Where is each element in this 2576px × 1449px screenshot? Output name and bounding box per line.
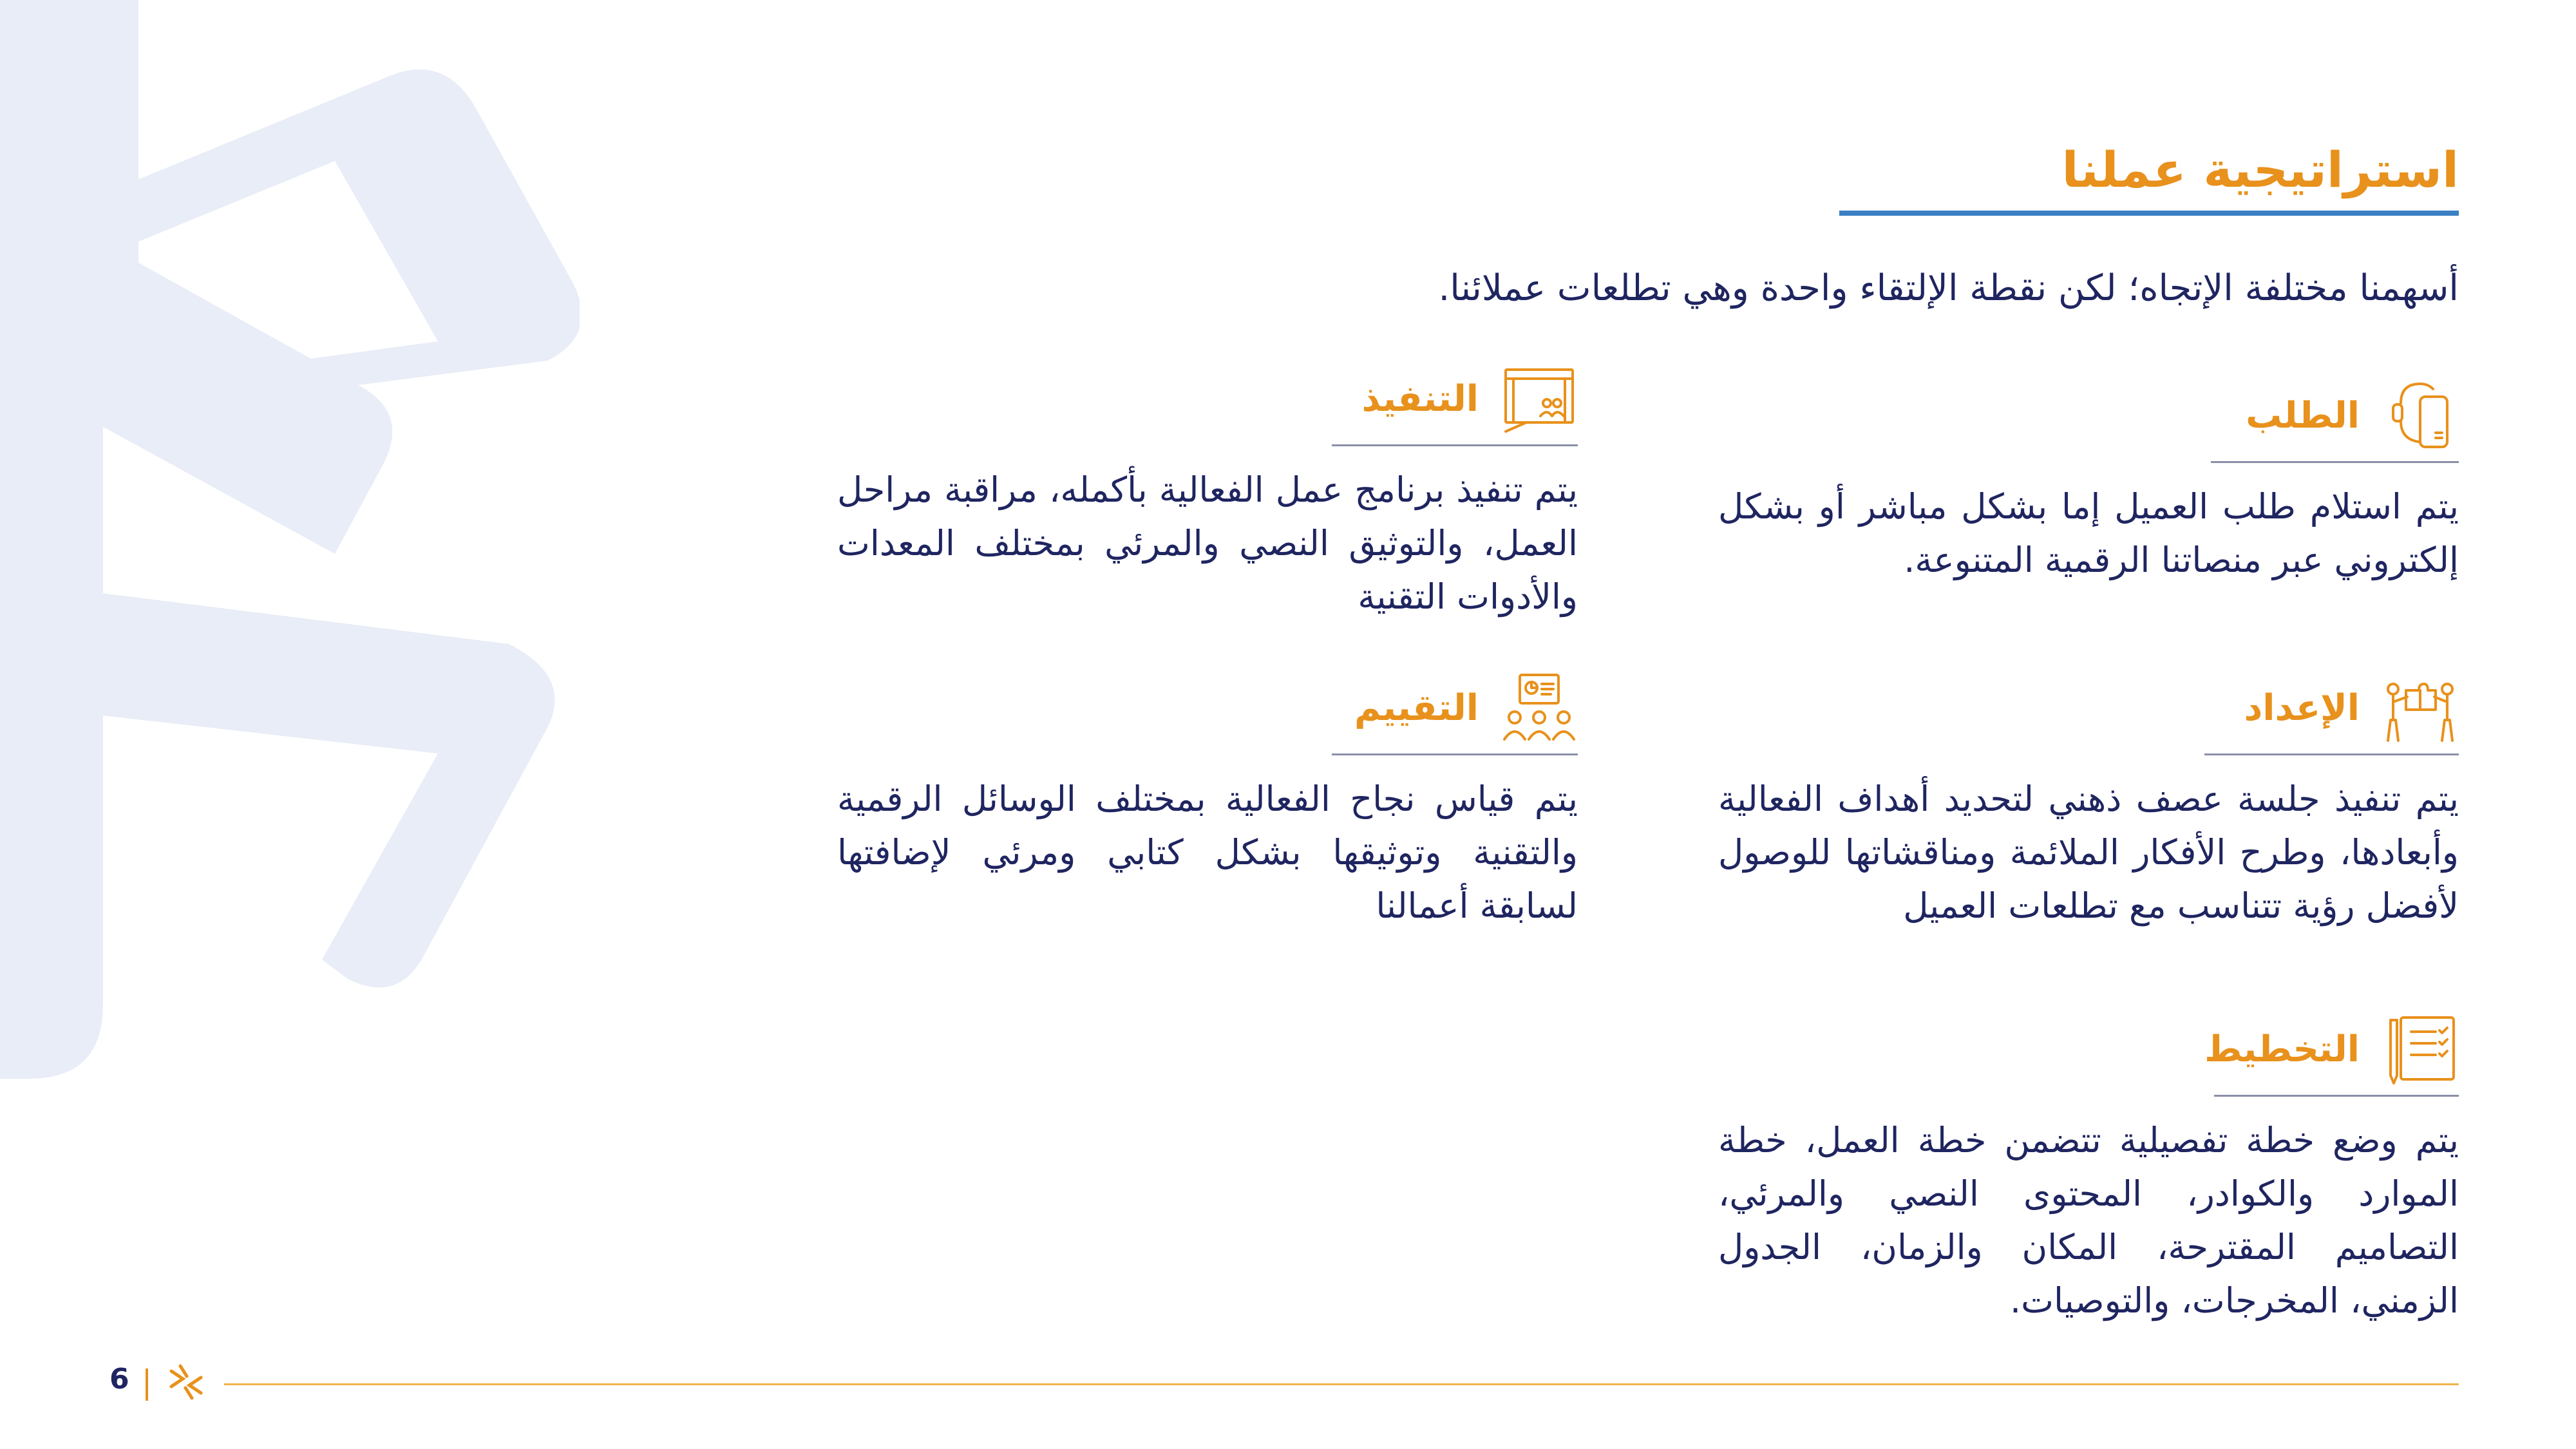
footer-rule (224, 1383, 2459, 1385)
page-title: استراتيجية عملنا (2061, 141, 2459, 198)
page-subtitle: أسهمنا مختلفة الإتجاه؛ لكن نقطة الإلتقاء واحدة وهي تطلعات عملائنا. (1438, 267, 2459, 309)
section-heading-execution: التنفيذ (1361, 378, 1479, 421)
background-logo-watermark (0, 0, 580, 1095)
section-divider (1332, 753, 1578, 755)
footer-separator (146, 1368, 148, 1401)
section-divider (2204, 753, 2459, 755)
section-body-request: يتم استلام طلب العميل إما بشكل مباشر أو بشكل إلكتروني عبر منصاتنا الرقمية المتنوعة. (1718, 486, 2459, 580)
section-preparation (1718, 670, 2459, 933)
section-body-preparation: يتم تنفيذ جلسة عصف ذهني لتحديد أهداف الفعالية وأبعادها، وطرح الأفكار الملائمة ومناقشاتها للوصول لأفضل رؤية تتناسب مع تطلعات العميل (1718, 779, 2459, 926)
section-evaluation (837, 670, 1578, 933)
title-underline (1839, 211, 2459, 216)
section-body-planning: يتم وضع خطة تفصيلية تتضمن خطة العمل، خطة الموارد والكوادر، المحتوى النصي والمرئي، التصاميم المقترحة، المكان والزمان، الجدول الزمني، المخرجات، والتوصيات. (1718, 1120, 2459, 1321)
section-planning (1718, 1011, 2459, 1327)
phone-headset-icon (2382, 377, 2459, 455)
section-body-execution: يتم تنفيذ برنامج عمل الفعالية بأكمله، مراقبة مراحل العمل، والتوثيق النصي والمرئي بمختلف المعدات والأدوات التقنية (837, 469, 1578, 617)
section-divider (2211, 461, 2459, 463)
section-request (1718, 377, 2459, 587)
section-execution (837, 361, 1578, 623)
section-divider (1332, 444, 1578, 446)
stage-event-icon (1501, 361, 1578, 438)
section-heading-preparation: الإعداد (2244, 687, 2360, 730)
page-number: 6 (109, 1363, 129, 1396)
team-puzzle-icon (2382, 670, 2459, 747)
section-heading-planning: التخطيط (2204, 1028, 2360, 1071)
brand-logo-icon (166, 1362, 206, 1402)
checklist-icon (2382, 1011, 2459, 1088)
section-heading-request: الطلب (2246, 395, 2360, 437)
section-heading-evaluation: التقييم (1354, 687, 1479, 730)
presentation-audience-icon (1501, 670, 1578, 747)
section-divider (2214, 1095, 2459, 1097)
section-body-evaluation: يتم قياس نجاح الفعالية بمختلف الوسائل الرقمية والتقنية وتوثيقها بشكل كتابي ومرئي لإضافتها لسابقة أعمالنا (837, 779, 1578, 926)
